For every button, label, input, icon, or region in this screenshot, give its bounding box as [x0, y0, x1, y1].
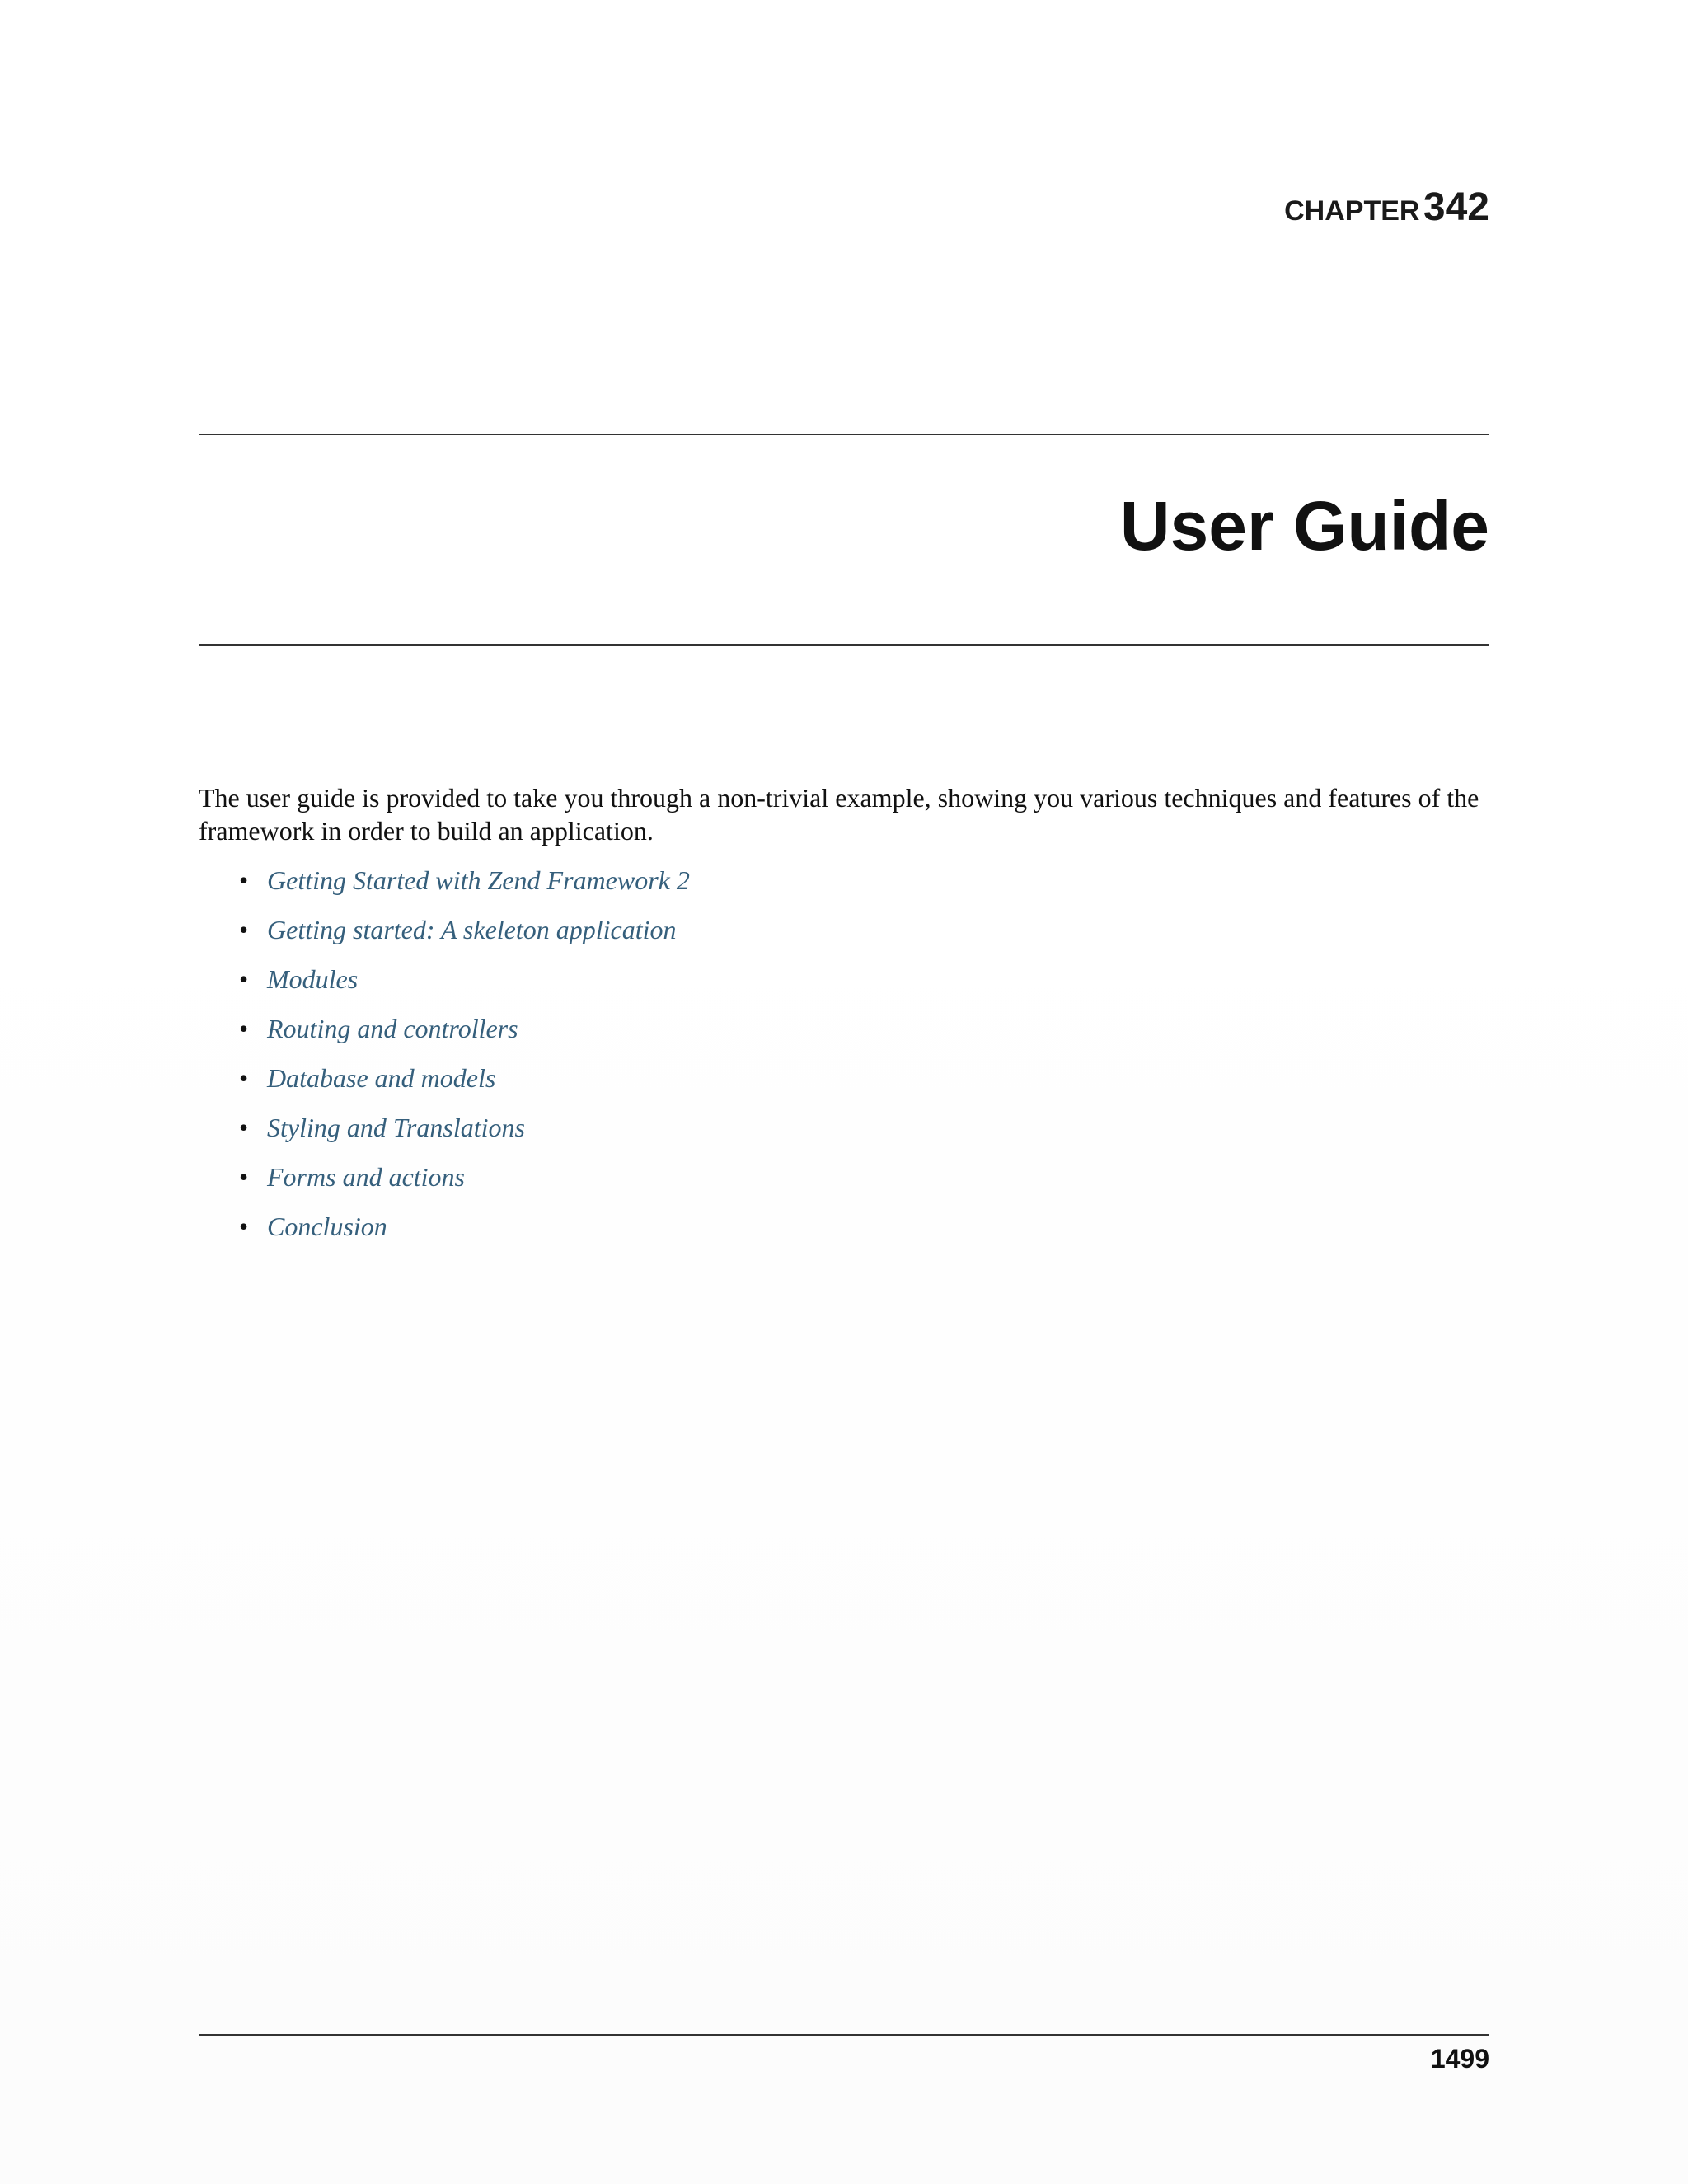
title-rule-top: [199, 434, 1489, 435]
bullet-icon: •: [239, 1162, 249, 1192]
toc-item: [239, 1062, 690, 1111]
bullet-icon: •: [239, 1113, 249, 1142]
intro-paragraph: The user guide is provided to take you through a non-trivial example, showing you various techniques and features of the framework in order to build an application.: [199, 783, 1479, 846]
chapter-title: User Guide: [1119, 487, 1489, 565]
toc-link-routing-controllers[interactable]: Routing and controllers: [267, 1014, 518, 1043]
page-number: 1499: [1430, 2044, 1489, 2074]
toc-item: [239, 864, 690, 913]
toc-item: [239, 1160, 690, 1210]
bullet-icon: •: [239, 1063, 249, 1093]
bullet-icon: •: [239, 915, 249, 944]
toc-list: [239, 864, 690, 1259]
title-rule-bottom: [199, 644, 1489, 646]
toc-item: [239, 1210, 690, 1259]
bullet-icon: •: [239, 1014, 249, 1043]
bullet-icon: •: [239, 964, 249, 994]
toc-link-database-models[interactable]: Database and models: [267, 1063, 496, 1093]
chapter-word: CHAPTER: [1284, 195, 1420, 227]
chapter-label: [1284, 185, 1489, 229]
footer-rule: [199, 2034, 1489, 2036]
chapter-number: 342: [1423, 185, 1489, 229]
toc-link-getting-started-zf2[interactable]: Getting Started with Zend Framework 2: [267, 865, 690, 895]
toc-item: [239, 1012, 690, 1062]
bullet-icon: •: [239, 1212, 249, 1241]
toc-link-modules[interactable]: Modules: [267, 964, 359, 994]
toc-link-forms-actions[interactable]: Forms and actions: [267, 1162, 465, 1192]
toc-link-conclusion[interactable]: Conclusion: [267, 1212, 387, 1241]
toc-item: [239, 963, 690, 1012]
toc-link-skeleton-application[interactable]: Getting started: A skeleton application: [267, 915, 677, 944]
bullet-icon: •: [239, 865, 249, 895]
toc-item: [239, 913, 690, 963]
toc-link-styling-translations[interactable]: Styling and Translations: [267, 1113, 525, 1142]
toc-item: [239, 1111, 690, 1160]
